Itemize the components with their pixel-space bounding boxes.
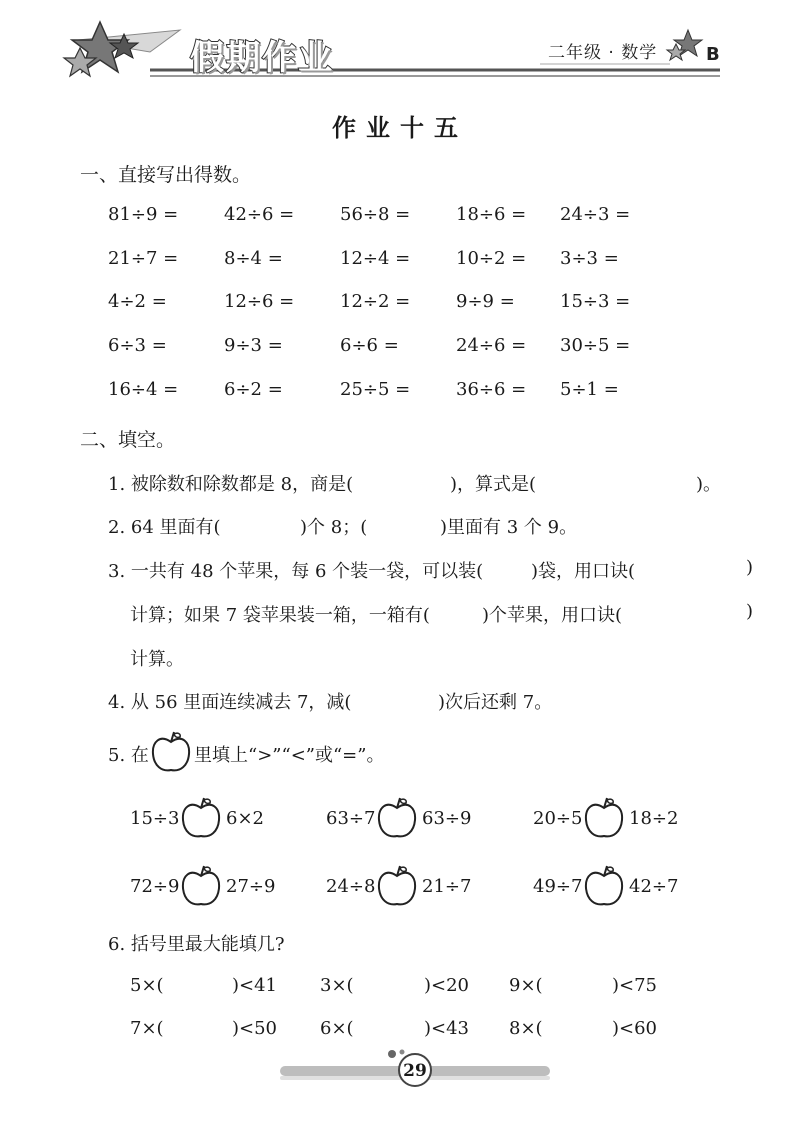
fill-blank-right: )<75 <box>612 975 658 996</box>
compare-right: 21÷7 <box>422 876 472 897</box>
q3-text-c: ) <box>746 557 754 578</box>
arith-cell: 81÷9 = <box>108 204 179 225</box>
arith-cell: 9÷3 = <box>224 335 283 356</box>
compare-right: 18÷2 <box>629 808 679 829</box>
compare-left: 63÷7 <box>326 808 376 829</box>
arith-cell: 25÷5 = <box>340 379 411 400</box>
section-1-title: 一、直接写出得数。 <box>80 164 252 186</box>
arith-cell: 56÷8 = <box>340 204 411 225</box>
fill-blank-left: 3×( <box>320 975 354 996</box>
arith-cell: 4÷2 = <box>108 291 167 312</box>
header-banner <box>0 0 800 100</box>
arith-cell: 15÷3 = <box>560 291 631 312</box>
fill-blank-left: 5×( <box>130 975 164 996</box>
apple-answer-icon[interactable] <box>180 864 222 908</box>
apple-answer-icon[interactable] <box>583 864 625 908</box>
arith-cell: 10÷2 = <box>456 248 527 269</box>
arith-cell: 42÷6 = <box>224 204 295 225</box>
q4-text-b: )次后还剩 7。 <box>438 692 553 713</box>
compare-left: 20÷5 <box>533 808 583 829</box>
compare-left: 24÷8 <box>326 876 376 897</box>
q2-text-c: )里面有 3 个 9。 <box>440 517 578 538</box>
arith-cell: 3÷3 = <box>560 248 619 269</box>
arith-cell: 16÷4 = <box>108 379 179 400</box>
apple-answer-icon[interactable] <box>376 864 418 908</box>
q5-text-b: 里填上“>”“<”或“=”。 <box>194 745 385 766</box>
grade-subject: 二年级 · 数学 <box>548 43 658 63</box>
apple-answer-icon[interactable] <box>180 796 222 840</box>
compare-left: 15÷3 <box>130 808 180 829</box>
q4-text-a: 4. 从 56 里面连续减去 7，减( <box>108 692 352 713</box>
q1-text-c: )。 <box>696 474 722 495</box>
q6-title: 6. 括号里最大能填几? <box>108 934 285 955</box>
fill-blank-right: )<43 <box>424 1018 470 1039</box>
fill-blank-right: )<50 <box>232 1018 278 1039</box>
small-stars-icon <box>667 30 702 60</box>
fill-blank-left: 8×( <box>509 1018 543 1039</box>
compare-right: 63÷9 <box>422 808 472 829</box>
page-title: 作业十五 <box>332 114 468 142</box>
fill-blank-left: 7×( <box>130 1018 164 1039</box>
apple-icon <box>150 730 192 774</box>
apple-answer-icon[interactable] <box>376 796 418 840</box>
arith-cell: 12÷6 = <box>224 291 295 312</box>
q3-text-e: )个苹果，用口诀( <box>482 605 623 626</box>
book-title: 假期作业 <box>190 38 334 78</box>
compare-left: 72÷9 <box>130 876 180 897</box>
arith-cell: 6÷6 = <box>340 335 399 356</box>
compare-right: 6×2 <box>226 808 264 829</box>
arith-cell: 6÷2 = <box>224 379 283 400</box>
fill-blank-right: )<20 <box>424 975 470 996</box>
apple-answer-icon[interactable] <box>583 796 625 840</box>
section-2-title: 二、填空。 <box>80 429 176 451</box>
q1-text-b: )，算式是( <box>450 474 537 495</box>
compare-right: 27÷9 <box>226 876 276 897</box>
arith-cell: 36÷6 = <box>456 379 527 400</box>
fill-blank-left: 6×( <box>320 1018 354 1039</box>
q3-text-b: )袋，用口诀( <box>531 561 636 582</box>
q2-text-a: 2. 64 里面有( <box>108 517 221 538</box>
q3-text-f: ) <box>746 601 754 622</box>
fill-blank-right: )<41 <box>232 975 278 996</box>
arith-cell: 5÷1 = <box>560 379 619 400</box>
q3-text-d: 计算；如果 7 袋苹果装一箱，一箱有( <box>130 605 430 626</box>
arith-cell: 9÷9 = <box>456 291 515 312</box>
arith-cell: 30÷5 = <box>560 335 631 356</box>
arith-cell: 6÷3 = <box>108 335 167 356</box>
fill-blank-left: 9×( <box>509 975 543 996</box>
compare-left: 49÷7 <box>533 876 583 897</box>
header-letter: B <box>706 44 720 65</box>
arith-cell: 21÷7 = <box>108 248 179 269</box>
page-number: 29 <box>403 1061 427 1081</box>
compare-right: 42÷7 <box>629 876 679 897</box>
q2-text-b: )个 8；( <box>300 517 368 538</box>
arith-cell: 18÷6 = <box>456 204 527 225</box>
fill-blank-right: )<60 <box>612 1018 658 1039</box>
q3-text-g: 计算。 <box>130 649 184 670</box>
arith-cell: 12÷2 = <box>340 291 411 312</box>
q5-text-a: 5. 在 <box>108 745 149 766</box>
q3-text-a: 3. 一共有 48 个苹果，每 6 个装一袋，可以装( <box>108 561 484 582</box>
q1-text-a: 1. 被除数和除数都是 8，商是( <box>108 474 354 495</box>
arith-cell: 24÷3 = <box>560 204 631 225</box>
arith-cell: 12÷4 = <box>340 248 411 269</box>
arith-cell: 8÷4 = <box>224 248 283 269</box>
star-cluster-icon <box>64 22 138 76</box>
arith-cell: 24÷6 = <box>456 335 527 356</box>
